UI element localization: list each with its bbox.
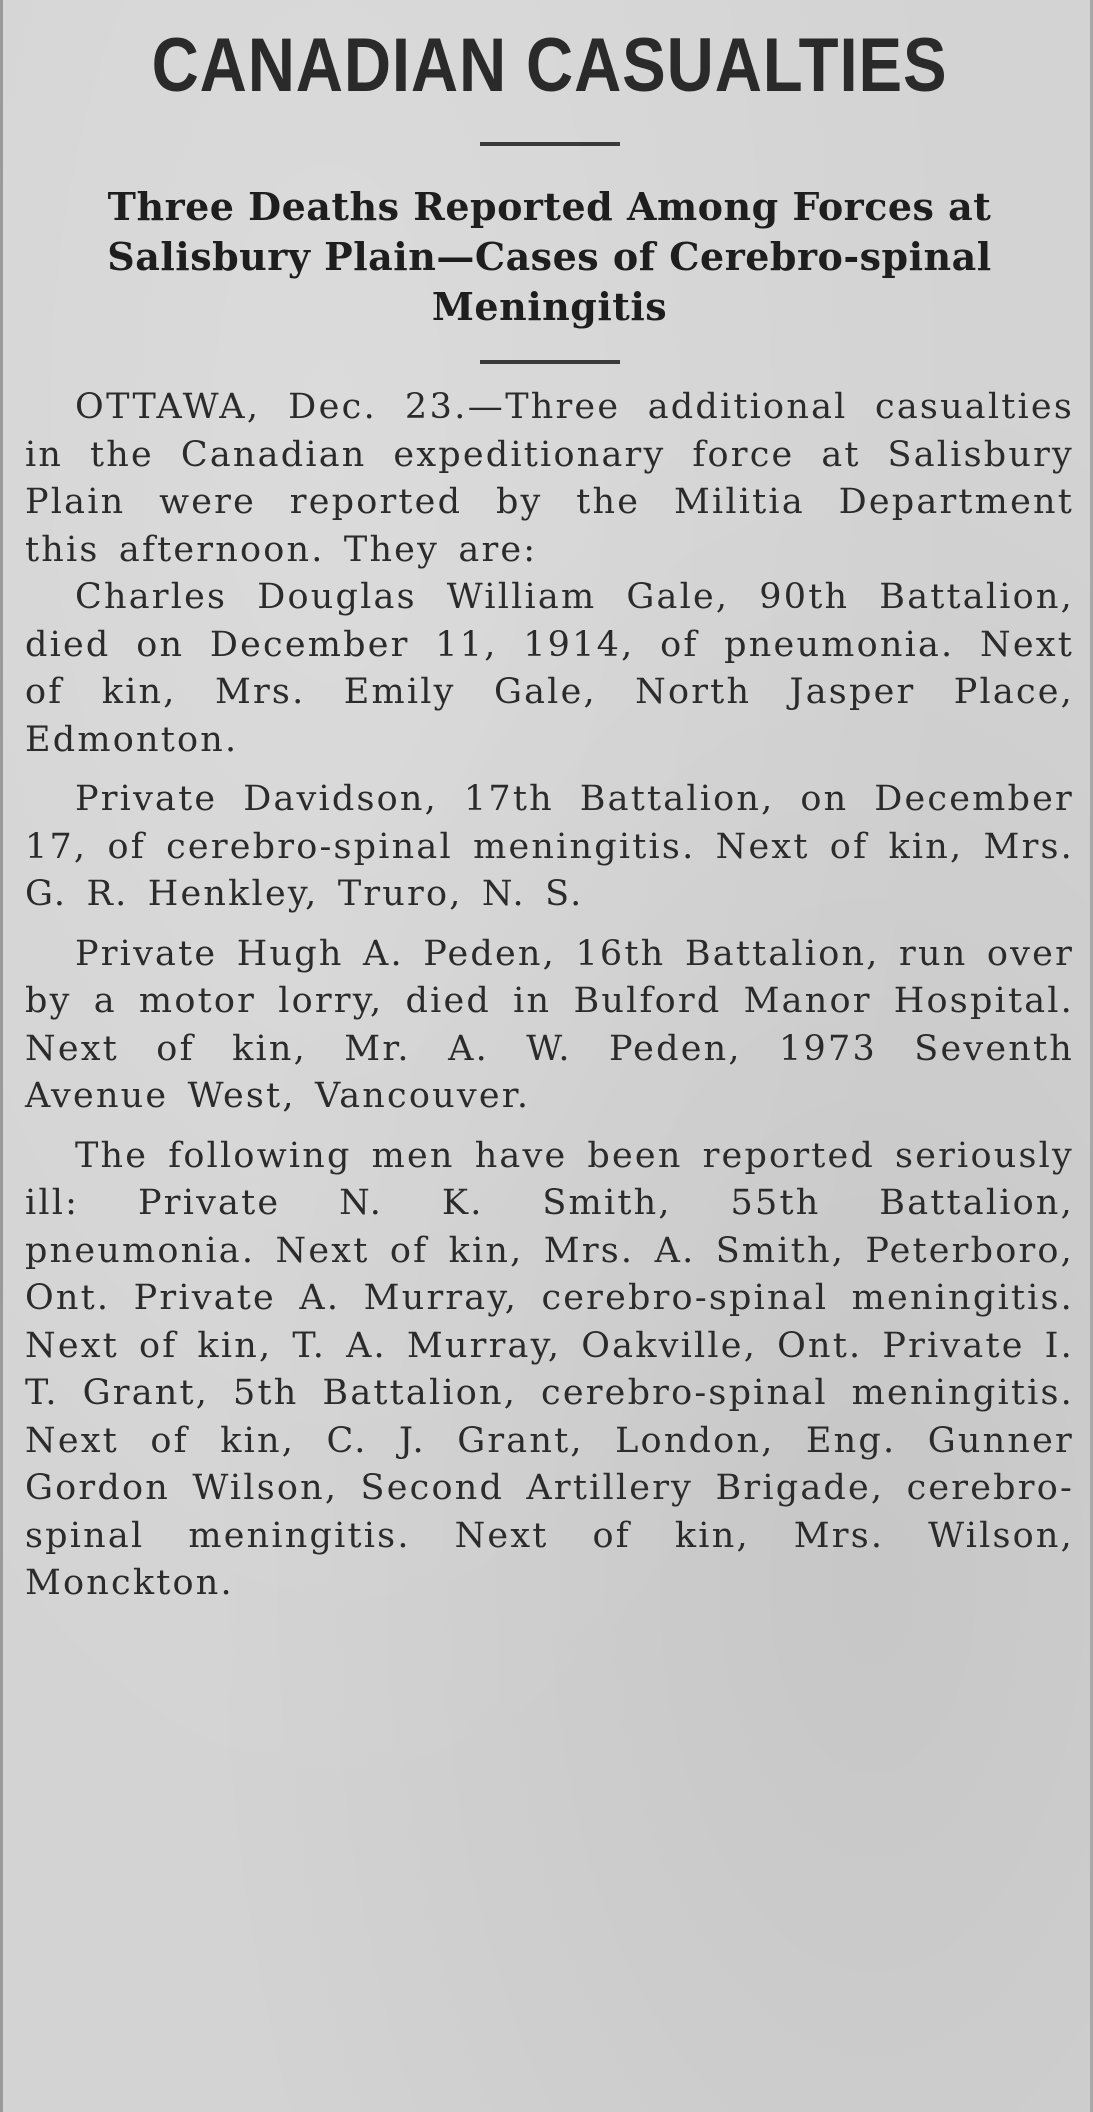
paragraph-gale: Charles Douglas William Gale, 90th Battalion, died on December 11, 1914, of pneumonia. Next of kin, Mrs. Emily Gale, North Jasper Place, Edmonton.: [25, 577, 1074, 760]
paragraph-seriously-ill: The following men have been reported seriously ill: Private N. K. Smith, 55th Battalion, pneumonia. Next of kin, Mrs. A. Smith, Peterboro, Ont. Private A. Murray, cerebro-spinal meningitis. Next of kin, T. A. Murray, Oakville, Ont. Private I. T. Grant, 5th Battalion, cerebro-spinal meningitis. Next of kin, C. J. Grant, London, Eng. Gunner Gordon Wilson, Second Artillery Brigade, cerebro-spinal meningitis. Next of kin, Mrs. Wilson, Monckton.: [25, 1135, 1074, 1603]
paragraph-intro: [25, 384, 1074, 574]
dateline: OTTAWA, Dec. 23.—: [75, 387, 506, 427]
paragraph-peden: Private Hugh A. Peden, 16th Battalion, run over by a motor lorry, died in Bulford Manor Hospital. Next of kin, Mr. A. W. Peden, 1973 Seventh Avenue West, Vancouver.: [25, 933, 1074, 1116]
headline-rule: [480, 142, 620, 146]
subheadline: Three Deaths Reported Among Forces at Salisbury Plain—Cases of Cerebro-spinal Meningitis: [107, 184, 992, 329]
paragraph-davidson: Private Davidson, 17th Battalion, on December 17, of cerebro-spinal meningitis. Next of kin, Mrs. G. R. Henkley, Truro, N. S.: [25, 779, 1074, 914]
paragraph-intro-text: Three additional casualties in the Canadian expeditionary force at Salisbury Plain were reported by the Militia Department this afternoon. They are:: [25, 387, 1075, 570]
subheadline-rule: [480, 360, 620, 364]
article-body: [25, 384, 1074, 1608]
headline: CANADIAN CASUALTIES: [151, 23, 948, 108]
